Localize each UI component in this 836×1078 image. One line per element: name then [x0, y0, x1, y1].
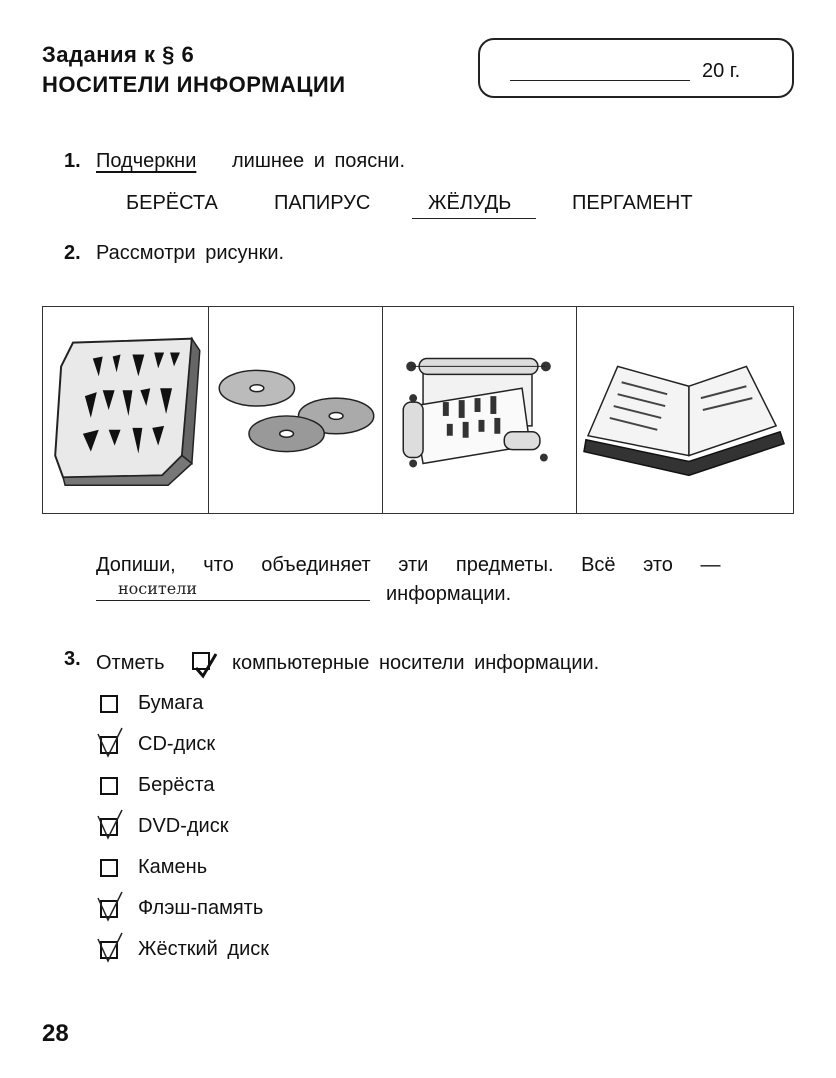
task3-prompt-before: Отметь: [96, 652, 165, 674]
task2-answer: носители: [118, 579, 198, 598]
pictures-panel: [42, 306, 794, 514]
checkbox-label: Берёста: [138, 774, 215, 796]
sample-checkbox-icon: [192, 652, 210, 670]
checkbox[interactable]: [100, 818, 118, 836]
task1-word[interactable]: ПАПИРУС: [274, 192, 371, 214]
date-line[interactable]: [510, 80, 690, 81]
checkbox-label: Камень: [138, 856, 208, 878]
checkbox[interactable]: [100, 695, 118, 713]
task1-prompt-underlined: Подчеркни: [96, 150, 197, 172]
checkbox-label: Флэш-память: [138, 897, 264, 919]
task1-underline-mark: [412, 218, 536, 219]
checkbox[interactable]: [100, 941, 118, 959]
cd-discs-icon: [209, 307, 382, 513]
task2-fill-suffix: информации.: [386, 583, 512, 605]
task1-word[interactable]: БЕРЁСТА: [126, 192, 218, 214]
checkmark-icon: [96, 890, 126, 924]
scrolls-icon: [383, 307, 576, 513]
checkbox-label: Жёсткий диск: [138, 938, 269, 960]
page-number: 28: [42, 1020, 69, 1047]
date-box: [478, 38, 794, 98]
checkbox[interactable]: [100, 736, 118, 754]
checkbox[interactable]: [100, 900, 118, 918]
open-book-icon: [577, 307, 793, 513]
task2-fill-prompt-text: Допиши, что объединяет эти предметы. Всё это —: [96, 554, 721, 576]
section-title: Задания к § 6: [42, 42, 195, 67]
task1-word[interactable]: ПЕРГАМЕНТ: [572, 192, 693, 214]
picture-cell: [577, 307, 793, 513]
checkmark-icon: [96, 808, 126, 842]
checkbox[interactable]: [100, 777, 118, 795]
task3-prompt-after: компьютерные носители информации.: [232, 652, 600, 674]
checkbox-label: Бумага: [138, 692, 204, 714]
picture-cell: [383, 307, 577, 513]
task2-prompt: Рассмотри рисунки.: [96, 242, 285, 264]
task1-prompt: лишнее и поясни.: [232, 150, 406, 172]
task3-number: 3.: [64, 648, 81, 670]
task2-fill-prompt: [96, 554, 794, 577]
stone-tablet-icon: [43, 307, 208, 513]
checkmark-icon: [96, 931, 126, 965]
checkbox[interactable]: [100, 859, 118, 877]
task2-answer-line[interactable]: [96, 600, 370, 601]
picture-cell: [209, 307, 383, 513]
checkbox-label: DVD-диск: [138, 815, 229, 837]
task1-number: 1.: [64, 150, 81, 172]
picture-cell: [43, 307, 209, 513]
task1-word[interactable]: ЖЁЛУДЬ: [428, 192, 512, 214]
section-subtitle: НОСИТЕЛИ ИНФОРМАЦИИ: [42, 72, 346, 97]
checkmark-icon: [96, 726, 126, 760]
date-text: 20 г.: [702, 60, 741, 82]
task2-number: 2.: [64, 242, 81, 264]
checkbox-label: CD-диск: [138, 733, 216, 755]
